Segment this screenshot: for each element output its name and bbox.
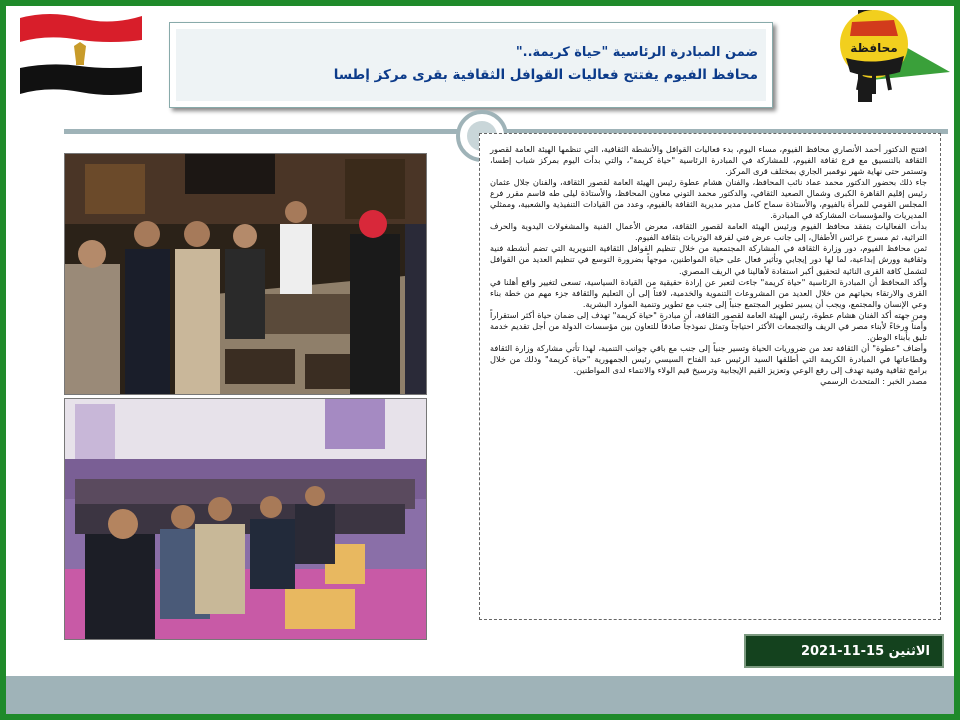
headline-line-1: ضمن المبادرة الرئاسية "حياة كريمة.." — [515, 45, 758, 60]
article-paragraph: افتتح الدكتور أحمد الأنصاري محافظ الفيوم، مساء اليوم، بدء فعاليات القوافل والأنشطة الثقافية، التي تنظمها الهيئة العامة لقصور الثقافة بالتنسيق مع فرع ثقافة الفيوم، للمشاركة في المبادرة الرئاسية "حياة كريمة"، والتي بدأت اليوم بمركز شباب إطسا، وتستمر حتى نهاية شهر نوفمبر الجاري بمختلف قرى المركز. — [490, 144, 927, 177]
article-paragraph: ثمن محافظ الفيوم، دور وزارة الثقافة في المشاركة المجتمعية من خلال تنظيم القوافل الثقافية التنويرية التي تضم أنشطة فنية وثقافية وورش إبداعية، لما لها دور إيجابي وتأثير فعال على حياة المواطنين، موجهاً بضرورة التوسع في تنظيم العديد من القوافل لتشمل كافة القرى النائية لتحقيق أكبر استفادة لأهالينا في الريف المصري. — [490, 243, 927, 276]
date-badge — [744, 634, 944, 668]
headline-box — [169, 22, 773, 108]
separator-bar-left — [64, 129, 460, 134]
audience-seated-photo — [64, 398, 427, 640]
fayoum-governorate-logo — [832, 10, 950, 102]
date-label: الاثنين 15-11-2021 — [800, 644, 930, 659]
exhibition-tour-photo — [64, 153, 427, 395]
article-paragraph: بدأت الفعاليات بتفقد محافظ الفيوم ورئيس الهيئة العامة لقصور الثقافة، معرض الأعمال الفنية والمشغولات اليدوية والحرف التراثية، ثم مسرح عرائس الأطفال، إلى جانب عرض فني لفرقة الوتريات بثقافة الفيوم. — [490, 221, 927, 243]
svg-text:محافظة: محافظة — [850, 41, 898, 55]
article-paragraph: وأضاف "عطوة" أن الثقافة تعد من ضروريات الحياة وتسير جنباً إلى جنب مع باقي جوانب التنمية، لهذا تأتي مشاركة وزارة الثقافة وقطاعاتها في المبادرة الكريمة التي أطلقها السيد الرئيس عبد الفتاح السيسي رئيس الجمهورية "حياة كريمة" وذلك من خلال برامج ثقافية وفنية تهدف إلى رفع الوعي وتعزيز القيم الإيجابية وترسيخ قيم الولاء والانتماء لدى المواطنين. — [490, 342, 927, 375]
article-source: مصدر الخبر : المتحدث الرسمي — [820, 375, 927, 386]
article-paragraph: وأكد المحافظ أن المبادرة الرئاسية "حياة كريمة" جاءت لتعبر عن إرادة حقيقية من القيادة السياسية، تسعى لتغيير واقع أهلنا في القرى والارتقاء بحياتهم من خلال العديد من المشروعات التنموية والخدمية، لافتاً إلى أن التعليم والثقافة جزء مهم من خطة بناء وعي الإنسان والمجتمع، ويجب أن يسير تطوير المجتمع جنباً إلى جنب مع تطوير وتنمية الموارد البشرية. — [490, 276, 927, 309]
headline-panel — [176, 29, 766, 101]
footer-band — [6, 676, 954, 714]
headline-line-2: محافظ الفيوم يفتتح فعاليات القوافل الثقافية بقرى مركز إطسا — [333, 67, 758, 83]
egypt-flag-icon — [16, 10, 146, 98]
article-box — [479, 133, 941, 620]
article-body — [490, 144, 927, 387]
article-paragraph: ومن جهته أكد الفنان هشام عطوة، رئيس الهيئة العامة لقصور الثقافة، أن مبادرة "حياة كريمة" تهدف إلى ضمان حياة أكثر استقراراً وأمناً ورخاءً لأبناء مصر في الريف والتجمعات الأكثر احتياجاً وتمثل نموذجاً صادقاً للتعاون بين مؤسسات الدولة من أجل تقديم خدمة تليق بأبناء الوطن. — [490, 309, 927, 342]
article-paragraph: جاء ذلك بحضور الدكتور محمد عماد نائب المحافظ، والفنان هشام عطوة رئيس الهيئة العامة لقصور الثقافة، والفنان جلال عثمان رئيس إقليم القاهرة الكبرى وشمال الصعيد الثقافي، والدكتور محمد التوني معاون المحافظ، والأستاذة ليلى طه قاسم مقرر فرع المجلس القومي للمرأة بالفيوم، والأستاذة سماح كامل مدير مديرية الثقافة بالفيوم، وعدد من القيادات التنفيذية والشعبية، وممثلي المديريات والمؤسسات المشاركة في المبادرة. — [490, 177, 927, 221]
